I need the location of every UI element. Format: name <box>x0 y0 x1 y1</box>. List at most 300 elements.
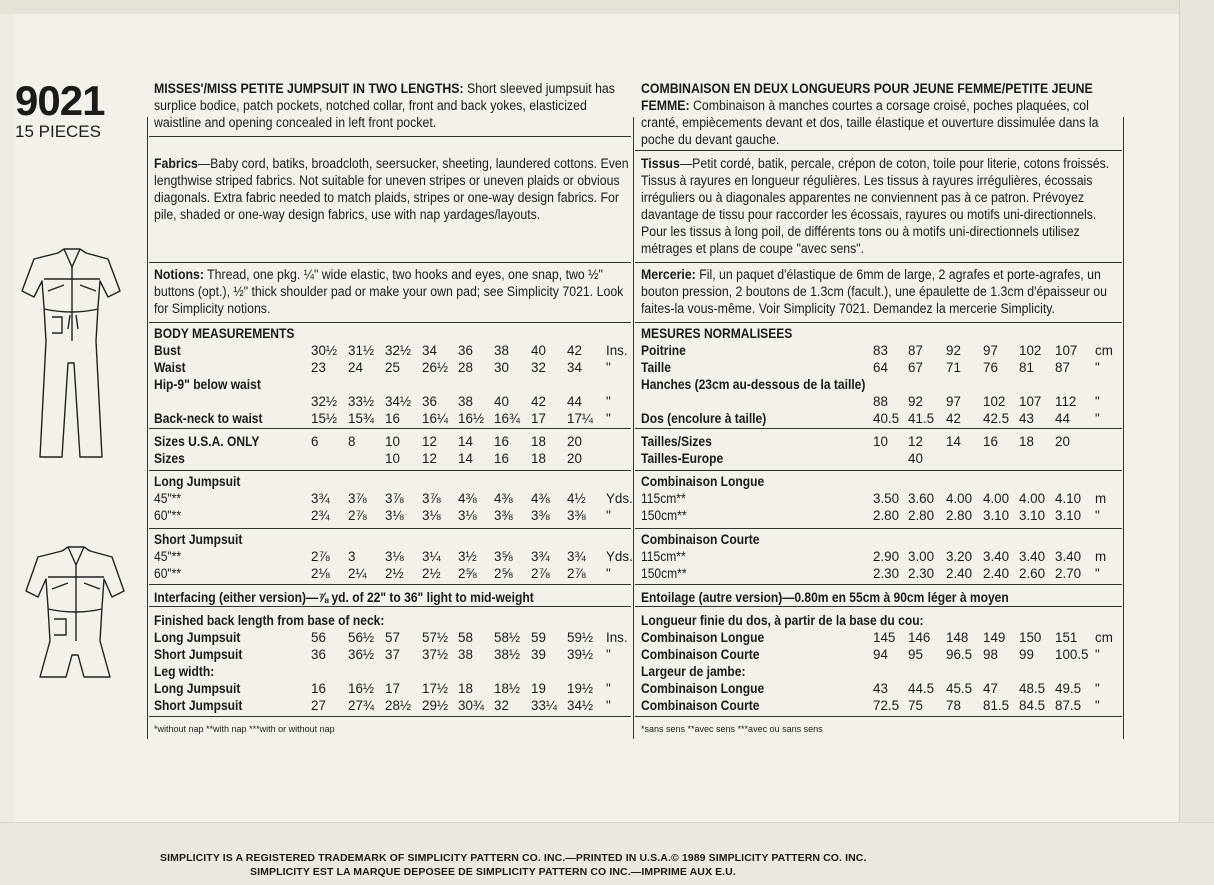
english-fabrics-text: —Baby cord, batiks, broadcloth, seersucker, sheeting, laundered cottons. Even lengthwise striped fabrics. Not suitable for uneven stripes or uneven plaids or obvious diagonals. Extra fabric needed to match plaids, stripes or one-way design fabrics. For pile, shaded or one-way design fabrics, use with nap yardages/layouts. <box>154 156 629 222</box>
table-cell: 44.5 <box>908 681 935 696</box>
table-cell: 44 <box>1055 411 1070 426</box>
table-row-label: 115cm** <box>641 491 686 506</box>
table-cell: 4½ <box>567 491 586 506</box>
table-cell: 3⅞ <box>422 491 441 506</box>
table-row-label: Entoilage (autre version)—0.80m en 55cm à 90cm léger à moyen <box>641 590 1009 605</box>
english-description <box>154 80 632 131</box>
table-row-label: 45"** <box>154 491 182 506</box>
french-footnote: *sans sens **avec sens ***avec ou sans sens <box>641 724 823 734</box>
table-cell: 17½ <box>422 681 449 696</box>
table-cell: 75 <box>908 698 923 713</box>
rule-fr-1 <box>635 150 1122 151</box>
table-cell: 38 <box>458 647 473 662</box>
table-cell: 97 <box>983 343 998 358</box>
table-cell: 149 <box>983 630 1006 645</box>
french-notions <box>641 266 1125 317</box>
table-cell: 20 <box>567 434 582 449</box>
left-column-rule <box>147 117 148 739</box>
table-cell: 18 <box>531 434 546 449</box>
table-cell: 36½ <box>348 647 375 662</box>
table-cell: 34 <box>567 360 582 375</box>
table-row-label: Taille <box>641 360 671 375</box>
table-cell: 3.50 <box>873 491 900 506</box>
table-cell: 2½ <box>422 566 441 581</box>
envelope-top-fold <box>0 0 1214 14</box>
table-cell: 32 <box>494 698 509 713</box>
long-jumpsuit-illustration <box>18 245 126 463</box>
table-cell: 83 <box>873 343 888 358</box>
table-cell: 47 <box>983 681 998 696</box>
table-cell: 34½ <box>385 394 412 409</box>
table-cell: 41.5 <box>908 411 935 426</box>
table-cell: 16 <box>983 434 998 449</box>
table-cell: 146 <box>908 630 931 645</box>
table-unit: " <box>1095 698 1100 713</box>
table-cell: 42 <box>531 394 546 409</box>
table-cell: 3⅛ <box>422 508 441 523</box>
table-rule <box>149 322 631 323</box>
table-cell: 3¾ <box>311 491 330 506</box>
table-cell: 4.10 <box>1055 491 1082 506</box>
table-row-label: Largeur de jambe: <box>641 664 746 679</box>
table-row-label: Long Jumpsuit <box>154 474 241 489</box>
table-row-label: Waist <box>154 360 186 375</box>
table-cell: 17 <box>385 681 400 696</box>
table-unit: " <box>606 647 611 662</box>
table-cell: 3.40 <box>1055 549 1082 564</box>
table-cell: 3.10 <box>983 508 1010 523</box>
table-cell: 45.5 <box>946 681 973 696</box>
table-cell: 2⅞ <box>348 508 367 523</box>
table-unit: cm <box>1095 343 1113 358</box>
table-unit: m <box>1095 549 1107 564</box>
table-cell: 4.00 <box>946 491 973 506</box>
table-cell: 10 <box>385 434 400 449</box>
table-cell: 32½ <box>385 343 412 358</box>
table-cell: 33½ <box>348 394 375 409</box>
table-row-label: 60"** <box>154 508 182 523</box>
table-cell: 6 <box>311 434 319 449</box>
table-cell: 14 <box>458 434 473 449</box>
table-cell: 151 <box>1055 630 1078 645</box>
table-cell: 3 <box>348 549 356 564</box>
french-notions-label: Mercerie: <box>641 267 696 282</box>
table-cell: 28 <box>458 360 473 375</box>
table-cell: 3¾ <box>531 549 550 564</box>
table-unit: " <box>606 360 611 375</box>
table-cell: 2.30 <box>873 566 900 581</box>
table-cell: 15½ <box>311 411 338 426</box>
rule-en-1 <box>149 136 631 137</box>
table-unit: " <box>606 508 611 523</box>
table-cell: 4⅜ <box>458 491 477 506</box>
table-cell: 12 <box>422 451 437 466</box>
table-row-label: Longueur finie du dos, à partir de la base du cou: <box>641 613 924 628</box>
table-row-label: 45"** <box>154 549 182 564</box>
french-description <box>641 80 1124 148</box>
table-cell: 12 <box>908 434 923 449</box>
table-rule <box>635 584 1122 585</box>
table-cell: 28½ <box>385 698 412 713</box>
table-row-label: BODY MEASUREMENTS <box>154 326 295 341</box>
table-cell: 87 <box>1055 360 1070 375</box>
table-cell: 81.5 <box>983 698 1010 713</box>
table-cell: 95 <box>908 647 923 662</box>
table-cell: 3⅛ <box>458 508 477 523</box>
table-cell: 4.00 <box>983 491 1010 506</box>
table-cell: 59 <box>531 630 546 645</box>
table-cell: 39 <box>531 647 546 662</box>
footer-english: SIMPLICITY IS A REGISTERED TRADEMARK OF SIMPLICITY PATTERN CO. INC.—PRINTED IN U.S.A.© 1989 SIMPLICITY PATTERN CO. INC. <box>160 852 867 864</box>
table-row-label: Hip-9" below waist <box>154 377 261 392</box>
table-rule <box>149 428 631 429</box>
table-cell: 4.00 <box>1019 491 1046 506</box>
english-notions <box>154 266 634 317</box>
table-cell: 3¾ <box>567 549 586 564</box>
table-cell: 14 <box>458 451 473 466</box>
french-fabrics-label: Tissus <box>641 156 680 171</box>
table-rule <box>149 584 631 585</box>
table-cell: 2.90 <box>873 549 900 564</box>
table-cell: 30¾ <box>458 698 485 713</box>
table-cell: 19 <box>531 681 546 696</box>
table-cell: 3⅛ <box>385 508 404 523</box>
table-cell: 16 <box>385 411 400 426</box>
table-unit: " <box>1095 647 1100 662</box>
table-cell: 36 <box>422 394 437 409</box>
table-cell: 76 <box>983 360 998 375</box>
table-cell: 15¾ <box>348 411 375 426</box>
table-rule <box>149 606 631 607</box>
table-row-label: Short Jumpsuit <box>154 647 243 662</box>
table-cell: 18½ <box>494 681 521 696</box>
table-cell: 4⅜ <box>494 491 513 506</box>
table-cell: 14 <box>946 434 961 449</box>
french-description-text: Combinaison à manches courtes a corsage croisé, poches plaquées, col cranté, empiècements devant et dos, taille élastique et ouverture dissimulée dans la poche du devant gauche. <box>641 98 1099 147</box>
table-cell: 78 <box>946 698 961 713</box>
table-unit: " <box>606 394 611 409</box>
french-notions-text: Fil, un paquet d'élastique de 6mm de large, 2 agrafes et porte-agrafes, un bouton pression, 2 boutons de 1.3cm (facult.), une épaulette de 1.3cm d'épaisseur ou faites-la vous-même. Voir Simplicity 7021. Demandez la mercerie Simplicity. <box>641 267 1108 316</box>
table-unit: " <box>1095 681 1100 696</box>
table-row-label: Short Jumpsuit <box>154 698 243 713</box>
table-cell: 3⅝ <box>494 549 513 564</box>
table-unit: Yds. <box>606 549 633 564</box>
table-cell: 39½ <box>567 647 594 662</box>
table-cell: 19½ <box>567 681 594 696</box>
table-cell: 37 <box>385 647 400 662</box>
table-rule <box>635 606 1122 607</box>
table-cell: 18 <box>1019 434 1034 449</box>
table-cell: 58½ <box>494 630 521 645</box>
table-cell: 43 <box>873 681 888 696</box>
table-cell: 16¾ <box>494 411 521 426</box>
table-cell: 36 <box>311 647 326 662</box>
table-cell: 107 <box>1055 343 1078 358</box>
table-cell: 97 <box>946 394 961 409</box>
table-cell: 2.40 <box>946 566 973 581</box>
table-unit: " <box>606 698 611 713</box>
table-cell: 32½ <box>311 394 338 409</box>
table-cell: 24 <box>348 360 363 375</box>
table-cell: 20 <box>567 451 582 466</box>
table-rule <box>635 528 1122 529</box>
table-cell: 2⅞ <box>531 566 550 581</box>
table-row-label: Sizes <box>154 451 185 466</box>
short-jumpsuit-illustration <box>22 545 130 685</box>
table-cell: 3.40 <box>1019 549 1046 564</box>
table-cell: 94 <box>873 647 888 662</box>
table-cell: 100.5 <box>1055 647 1089 662</box>
table-rule <box>149 716 631 717</box>
table-row-label: 150cm** <box>641 566 687 581</box>
table-cell: 87.5 <box>1055 698 1082 713</box>
table-cell: 3¼ <box>422 549 441 564</box>
table-cell: 43 <box>1019 411 1034 426</box>
table-cell: 3.40 <box>983 549 1010 564</box>
table-cell: 2⅛ <box>311 566 330 581</box>
table-cell: 81 <box>1019 360 1034 375</box>
table-cell: 148 <box>946 630 969 645</box>
table-cell: 40 <box>908 451 923 466</box>
table-row-label: Combinaison Longue <box>641 474 765 489</box>
table-cell: 10 <box>385 451 400 466</box>
table-cell: 44 <box>567 394 582 409</box>
table-row-label: Short Jumpsuit <box>154 532 243 547</box>
table-cell: 56 <box>311 630 326 645</box>
table-unit: " <box>1095 394 1100 409</box>
table-row-label: Bust <box>154 343 181 358</box>
table-cell: 92 <box>946 343 961 358</box>
table-cell: 72.5 <box>873 698 900 713</box>
table-cell: 31½ <box>348 343 375 358</box>
table-cell: 30½ <box>311 343 338 358</box>
table-cell: 8 <box>348 434 356 449</box>
table-row-label: Leg width: <box>154 664 215 679</box>
table-cell: 23 <box>311 360 326 375</box>
table-cell: 34½ <box>567 698 594 713</box>
table-cell: 49.5 <box>1055 681 1082 696</box>
table-unit: " <box>606 681 611 696</box>
table-cell: 67 <box>908 360 923 375</box>
table-cell: 102 <box>983 394 1006 409</box>
table-cell: 59½ <box>567 630 594 645</box>
table-cell: 29½ <box>422 698 449 713</box>
table-cell: 40 <box>494 394 509 409</box>
table-cell: 40.5 <box>873 411 900 426</box>
table-cell: 48.5 <box>1019 681 1046 696</box>
table-cell: 16½ <box>348 681 375 696</box>
table-cell: 27¾ <box>348 698 375 713</box>
table-cell: 99 <box>1019 647 1034 662</box>
table-row-label: Finished back length from base of neck: <box>154 613 385 628</box>
table-cell: 2½ <box>385 566 404 581</box>
table-cell: 16 <box>494 451 509 466</box>
table-cell: 2¾ <box>311 508 330 523</box>
table-row-label: 150cm** <box>641 508 687 523</box>
table-unit: " <box>1095 508 1100 523</box>
table-row-label: Combinaison Longue <box>641 681 765 696</box>
table-rule <box>149 470 631 471</box>
french-fabrics-text: —Petit cordé, batik, percale, crépon de coton, toile pour literie, cotons froissés. Tissus à rayures en longueur régulières. Les tissus à rayures irrégulières, écossais irréguliers ou à diagonales apparentes ne conviennent pas à ce patron. Prévoyez davantage de tissu pour raccorder les écossais, rayures ou motifs uni-directionnels. Pour les tissus à long poil, de différents tons ou à motifs uni-directionnels utilisez métrages et plans de coupe "avec sens". <box>641 156 1110 256</box>
table-row-label: 60"** <box>154 566 182 581</box>
table-cell: 3.10 <box>1019 508 1046 523</box>
table-cell: 40 <box>531 343 546 358</box>
table-unit: Yds. <box>606 491 633 506</box>
table-cell: 20 <box>1055 434 1070 449</box>
english-footnote: *without nap **with nap ***with or without nap <box>154 724 335 734</box>
table-unit: cm <box>1095 630 1113 645</box>
table-row-label: Tailles/Sizes <box>641 434 712 449</box>
table-cell: 2⅝ <box>458 566 477 581</box>
table-cell: 57½ <box>422 630 449 645</box>
english-fabrics-label: Fabrics <box>154 156 198 171</box>
table-cell: 10 <box>873 434 888 449</box>
table-cell: 12 <box>422 434 437 449</box>
table-cell: 25 <box>385 360 400 375</box>
table-cell: 2.60 <box>1019 566 1046 581</box>
table-cell: 145 <box>873 630 896 645</box>
table-unit: " <box>1095 360 1100 375</box>
table-row-label: 115cm** <box>641 549 686 564</box>
table-rule <box>635 716 1122 717</box>
table-cell: 2.70 <box>1055 566 1082 581</box>
table-row-label: MESURES NORMALISEES <box>641 326 793 341</box>
table-cell: 3.00 <box>908 549 935 564</box>
table-row-label: Back-neck to waist <box>154 411 263 426</box>
table-cell: 34 <box>422 343 437 358</box>
piece-count: 15 PIECES <box>15 122 101 141</box>
table-cell: 2.80 <box>873 508 900 523</box>
table-cell: 2.80 <box>908 508 935 523</box>
table-cell: 16 <box>494 434 509 449</box>
table-unit: " <box>1095 566 1100 581</box>
table-unit: Ins. <box>606 630 628 645</box>
footer-french: SIMPLICITY EST LA MARQUE DEPOSEE DE SIMPLICITY PATTERN CO INC.—IMPRIME AUX E.U. <box>250 866 736 878</box>
table-cell: 37½ <box>422 647 449 662</box>
table-cell: 27 <box>311 698 326 713</box>
table-row-label: Long Jumpsuit <box>154 630 241 645</box>
table-unit: Ins. <box>606 343 628 358</box>
table-unit: m <box>1095 491 1107 506</box>
table-cell: 32 <box>531 360 546 375</box>
table-cell: 26½ <box>422 360 449 375</box>
table-cell: 42 <box>567 343 582 358</box>
table-cell: 38 <box>494 343 509 358</box>
table-cell: 2⅝ <box>494 566 513 581</box>
table-row-label: Sizes U.S.A. ONLY <box>154 434 260 449</box>
table-cell: 36 <box>458 343 473 358</box>
table-cell: 150 <box>1019 630 1042 645</box>
table-cell: 16 <box>311 681 326 696</box>
english-description-text: Short sleeved jumpsuit has surplice bodice, patch pockets, notched collar, front and back yokes, elasticized waistline and opening concealed in left front pocket. <box>154 81 615 130</box>
table-cell: 112 <box>1055 394 1077 409</box>
table-row-label: Combinaison Longue <box>641 630 765 645</box>
table-cell: 98 <box>983 647 998 662</box>
table-cell: 17 <box>531 411 546 426</box>
table-cell: 56½ <box>348 630 375 645</box>
table-row-label: Long Jumpsuit <box>154 681 241 696</box>
table-cell: 2⅞ <box>311 549 330 564</box>
table-cell: 33¼ <box>531 698 558 713</box>
table-row-label: Combinaison Courte <box>641 647 760 662</box>
table-cell: 18 <box>531 451 546 466</box>
table-cell: 3⅜ <box>531 508 550 523</box>
table-cell: 16¼ <box>422 411 449 426</box>
table-row-label: Interfacing (either version)—⅞ yd. of 22" to 36" light to mid-weight <box>154 590 534 605</box>
table-cell: 3⅞ <box>385 491 404 506</box>
table-row-label: Poitrine <box>641 343 686 358</box>
table-cell: 42 <box>946 411 961 426</box>
table-cell: 57 <box>385 630 400 645</box>
table-cell: 102 <box>1019 343 1042 358</box>
table-cell: 96.5 <box>946 647 973 662</box>
table-cell: 17¼ <box>567 411 594 426</box>
rule-en-2 <box>149 262 631 263</box>
table-cell: 64 <box>873 360 888 375</box>
table-cell: 38½ <box>494 647 521 662</box>
table-cell: 38 <box>458 394 473 409</box>
rule-fr-2 <box>635 262 1122 263</box>
table-cell: 3⅛ <box>385 549 404 564</box>
table-unit: " <box>606 411 611 426</box>
table-rule <box>635 322 1122 323</box>
table-cell: 3.10 <box>1055 508 1082 523</box>
table-unit: " <box>606 566 611 581</box>
table-cell: 16½ <box>458 411 485 426</box>
pattern-number: 9021 <box>15 77 105 124</box>
table-cell: 42.5 <box>983 411 1010 426</box>
table-cell: 58 <box>458 630 473 645</box>
table-cell: 3⅜ <box>494 508 513 523</box>
table-cell: 30 <box>494 360 509 375</box>
table-cell: 3½ <box>458 549 477 564</box>
english-notions-label: Notions: <box>154 267 204 282</box>
table-row-label: Tailles-Europe <box>641 451 724 466</box>
table-rule <box>149 528 631 529</box>
english-title: MISSES'/MISS PETITE JUMPSUIT IN TWO LENGTHS: <box>154 81 464 96</box>
table-cell: 84.5 <box>1019 698 1046 713</box>
table-cell: 2.80 <box>946 508 973 523</box>
envelope-left-edge <box>0 14 14 822</box>
table-cell: 3.60 <box>908 491 935 506</box>
table-cell: 71 <box>946 360 961 375</box>
french-fabrics <box>641 155 1125 257</box>
table-cell: 107 <box>1019 394 1042 409</box>
table-cell: 2⅞ <box>567 566 586 581</box>
table-unit: " <box>1095 411 1100 426</box>
table-cell: 92 <box>908 394 923 409</box>
table-cell: 4⅜ <box>531 491 550 506</box>
english-fabrics <box>154 155 634 223</box>
table-row-label: Combinaison Courte <box>641 698 760 713</box>
envelope-right-fold <box>1179 0 1214 885</box>
table-cell: 88 <box>873 394 888 409</box>
table-cell: 2.40 <box>983 566 1010 581</box>
table-cell: 2¼ <box>348 566 367 581</box>
table-rule <box>635 428 1122 429</box>
table-row-label: Hanches (23cm au-dessous de la taille) <box>641 377 866 392</box>
english-notions-text: Thread, one pkg. ¼" wide elastic, two hooks and eyes, one snap, two ½" buttons (opt.), ½" thick shoulder pad or make your own pad; see Simplicity 7021. Look for Simplicity notions. <box>154 267 624 316</box>
table-cell: 18 <box>458 681 473 696</box>
table-row-label: Dos (encolure à taille) <box>641 411 767 426</box>
table-cell: 3⅞ <box>348 491 367 506</box>
table-cell: 3⅜ <box>567 508 586 523</box>
table-row-label: Combinaison Courte <box>641 532 760 547</box>
table-cell: 2.30 <box>908 566 935 581</box>
table-cell: 87 <box>908 343 923 358</box>
table-rule <box>635 470 1122 471</box>
table-cell: 3.20 <box>946 549 973 564</box>
